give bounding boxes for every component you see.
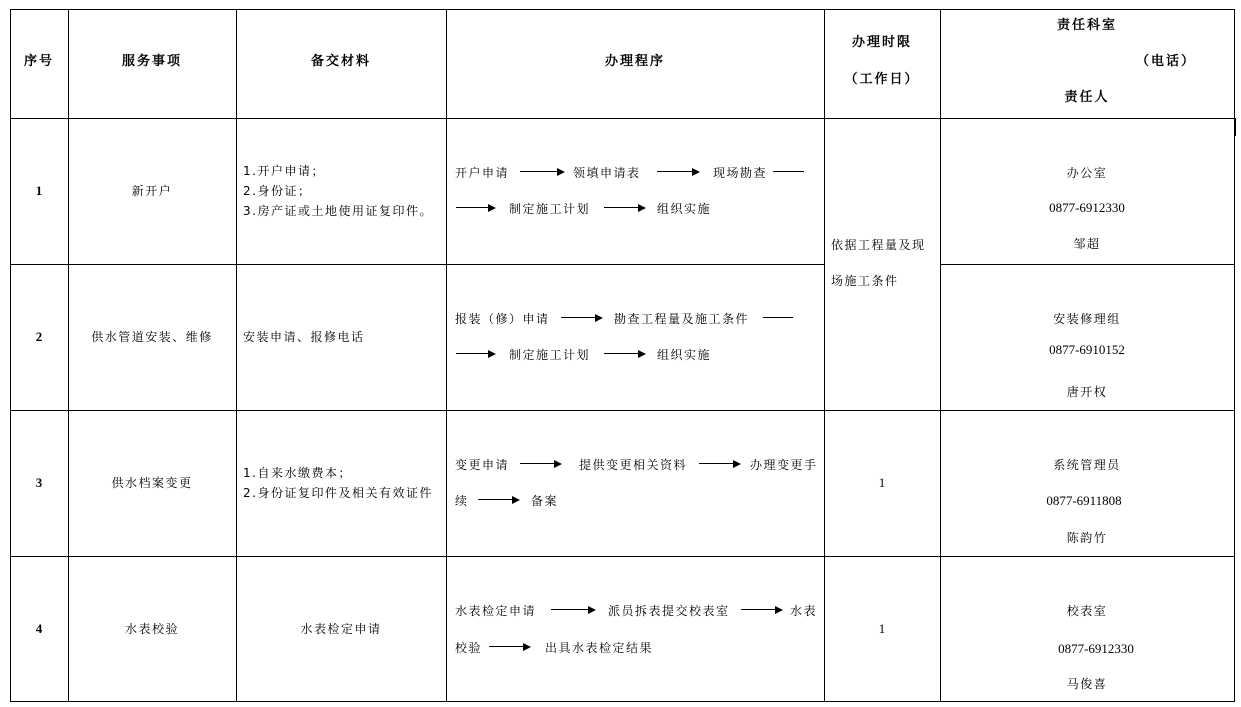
row-number: 1 [35,183,43,198]
table-border-bottom [10,701,1235,702]
table-col-divider [236,9,237,702]
procedure-step: 水表 [790,604,818,618]
material-item: 1.自来水缴费本； [243,466,352,480]
row-number: 4 [35,621,43,636]
connector-line [773,171,804,172]
connector-line [763,317,793,318]
material-item: 3.房产证或土地使用证复印件。 [243,204,433,218]
dept-name: 安装修理组 [1053,312,1121,326]
header-seq: 序号 [23,54,55,69]
procedure-step: 报装（修）申请 [455,312,550,326]
procedure-step: 校验 [455,641,483,655]
procedure-step: 办理变更手 [750,458,818,472]
service-name: 供水档案变更 [111,476,193,490]
table-col-divider [824,9,825,702]
table-col-divider [940,9,941,702]
material-item: 2.身份证复印件及相关有效证件 [243,486,433,500]
table-row-divider [940,264,1235,265]
header-time-limit-unit: （工作日） [844,72,920,87]
arrow-icon [551,606,596,614]
procedure-step: 领填申请表 [573,166,641,180]
dept-name: 办公室 [1066,166,1108,180]
time-limit-note: 依据工程量及现 [831,238,926,252]
arrow-icon [520,460,562,468]
material-item: 安装申请、报修电话 [243,330,365,344]
header-materials: 备交材料 [310,54,372,69]
material-item: 2.身份证； [243,184,312,198]
arrow-icon [456,204,496,212]
procedure-step: 出具水表检定结果 [545,641,654,655]
arrow-icon [604,350,646,358]
table-row-divider [10,264,825,265]
header-dept: 责任科室 [1056,18,1118,33]
responsible-person: 陈韵竹 [1066,531,1108,545]
header-service: 服务事项 [121,54,183,69]
material-item: 1.开户申请； [243,164,325,178]
procedure-step: 组织实施 [657,202,712,216]
table-col-divider [446,9,447,702]
procedure-step: 水表检定申请 [455,604,537,618]
time-limit-value: 1 [878,621,886,636]
dept-name: 校表室 [1066,604,1108,618]
procedure-step: 备案 [531,494,559,508]
dept-phone: 0877-6912330 [1049,200,1125,215]
table-border-left [10,9,11,702]
procedure-step: 提供变更相关资料 [579,458,688,472]
arrow-icon [657,168,700,176]
arrow-icon [520,168,565,176]
material-item: 水表检定申请 [300,622,382,636]
header-time-limit: 办理时限 [851,35,913,50]
dept-phone: 0877-6911808 [1046,493,1122,508]
responsible-person: 唐开权 [1066,385,1108,399]
arrow-icon [561,314,603,322]
table-row-divider [10,556,1235,557]
table-border-right [1234,9,1235,702]
table-row-divider [10,118,1235,119]
responsible-person: 马俊喜 [1066,677,1108,691]
header-procedure: 办理程序 [604,54,666,69]
table-border-top [10,9,1235,10]
arrow-icon [604,204,646,212]
table-col-divider [68,9,69,702]
arrow-icon [699,460,741,468]
row-number: 2 [35,329,43,344]
time-limit-value: 1 [878,475,886,490]
arrow-icon [456,350,496,358]
header-phone: （电话） [1135,54,1197,69]
procedure-step: 制定施工计划 [509,202,591,216]
procedure-step: 变更申请 [455,458,510,472]
service-name: 供水管道安装、维修 [91,330,213,344]
arrow-icon [478,496,520,504]
procedure-step: 现场勘查 [713,166,768,180]
service-name: 水表校验 [124,622,180,636]
service-name: 新开户 [131,184,173,198]
edge-mark [1234,118,1236,136]
arrow-icon [489,643,531,651]
responsible-person: 邹超 [1073,237,1101,251]
header-person: 责任人 [1064,90,1110,105]
procedure-step: 派员拆表提交校表室 [608,604,730,618]
row-number: 3 [35,475,43,490]
arrow-icon [741,606,783,614]
time-limit-note: 场施工条件 [831,274,899,288]
dept-phone: 0877-6910152 [1049,342,1125,357]
procedure-step: 组织实施 [657,348,712,362]
procedure-step: 续 [455,494,469,508]
table-row-divider [10,410,1235,411]
procedure-step: 制定施工计划 [509,348,591,362]
dept-name: 系统管理员 [1053,458,1121,472]
procedure-step: 开户申请 [455,166,510,180]
dept-phone: 0877-6912330 [1058,641,1134,656]
procedure-step: 勘查工程量及施工条件 [614,312,750,326]
